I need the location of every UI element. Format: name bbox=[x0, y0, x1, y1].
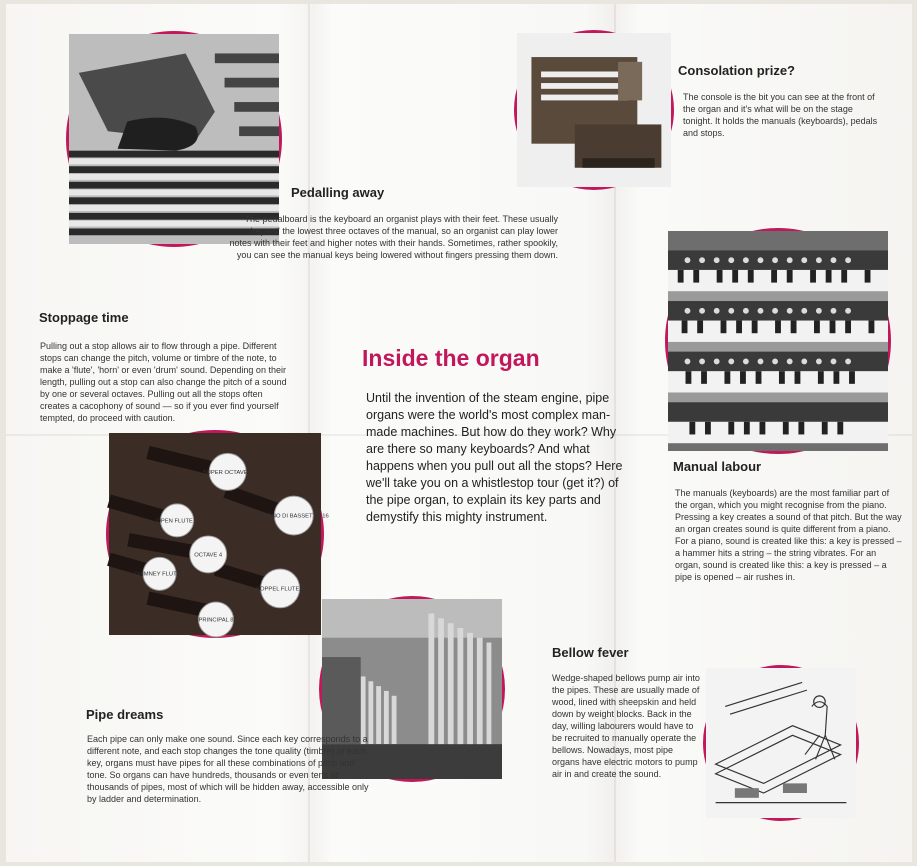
bellow-body: Wedge-shaped bellows pump air into the pipes. These are usually made of wood, lined with sheepskin and held down by weight blocks. Back in the day, willing labourers would have to be recruited to manually operate the bellows. Nowadays, most pipe organs have electric motors to pump air in and create the sound. bbox=[552, 673, 700, 779]
pedalling-body: The pedalboard is the keyboard an organist plays with their feet. These usually 'repeat' the lowest three octaves of the manual, so an organist can play lower notes with their feet and higher notes with their hands. Sometimes, rather spookily, you can see the manual keys being lowered without fingers pressing them down. bbox=[229, 214, 558, 260]
page-title: Inside the organ bbox=[362, 345, 540, 371]
bellows-illustration bbox=[703, 665, 859, 821]
manual-body: The manuals (keyboards) are the most familiar part of the organ, which you might recognise from the piano. Pressing a key creates a sound of that pitch. But the way an organ creates sound is quite different from a piano. For a piano, sound is created like this: a key is pressed – a hammer hits a string – the string vibrates. For an organ, sound is created like this: a key is pressed – a pipe is opened – air rushes in. bbox=[675, 488, 902, 582]
pedalling-heading: Pedalling away bbox=[291, 185, 385, 200]
intro-text: Until the invention of the steam engine, pipe organs were the world's most complex man-made machines. But how do they work? Why are there so many keyboards? And what happens when you pull out all the stops? Here we'll take you on a whistlestop tour (get it?) of the pipe organ, to explain its key parts and demystify this mighty instrument. bbox=[366, 391, 623, 524]
manuals-photo bbox=[665, 228, 891, 454]
stop-knob-koppel-flute: KOPPEL FLUTE 4 bbox=[256, 586, 305, 593]
console-photo bbox=[514, 30, 674, 190]
stop-knob-principal: PRINCIPAL 8 bbox=[198, 617, 234, 624]
pipes-body: Each pipe can only make one sound. Since each key corresponds to a different note, and each stop changes the tone quality (timbre) of each key, organs must have pipes for all these combinations of pitch and tone. So organs can have hundreds, thousands or even tens of thousands of pipes, most of which will be hidden away, accessible only by ladder and determination. bbox=[87, 734, 369, 804]
stop-knob-octave: OCTAVE 4 bbox=[194, 552, 223, 559]
stop-knob-corno-di-bassetto: CORNO DI BASSETTO 16 bbox=[258, 513, 329, 520]
pipes-heading: Pipe dreams bbox=[86, 707, 164, 722]
stoppage-body: Pulling out a stop allows air to flow through a pipe. Different stops can change the pitch, volume or timbre of the note, to make a 'flute', 'horn' or even 'drum' sound. Depending on their length, pulling out a stop can also change the pitch of a sound by one or several octaves. Pulling out all the stops often creates a cacophony of sound — so if you ever find yourself tempted, do proceed with caution. bbox=[40, 341, 287, 423]
manual-heading: Manual labour bbox=[673, 459, 762, 474]
stop-knobs-photo bbox=[106, 430, 329, 638]
stop-knob-chimney-flute: CHIMNEY FLUTE 8 bbox=[133, 571, 186, 578]
stoppage-heading: Stoppage time bbox=[39, 310, 129, 325]
consolation-heading: Consolation prize? bbox=[678, 63, 795, 78]
consolation-body: The console is the bit you can see at the front of the organ and it's what will be on the stage tonight. It holds the manuals (keyboards), pedals and stops. bbox=[683, 92, 878, 138]
stop-knob-super-octave: SUPER OCTAVE 2 bbox=[202, 469, 253, 476]
bellow-heading: Bellow fever bbox=[552, 645, 629, 660]
stop-knob-open-flute: OPEN FLUTE 4 bbox=[156, 518, 198, 525]
